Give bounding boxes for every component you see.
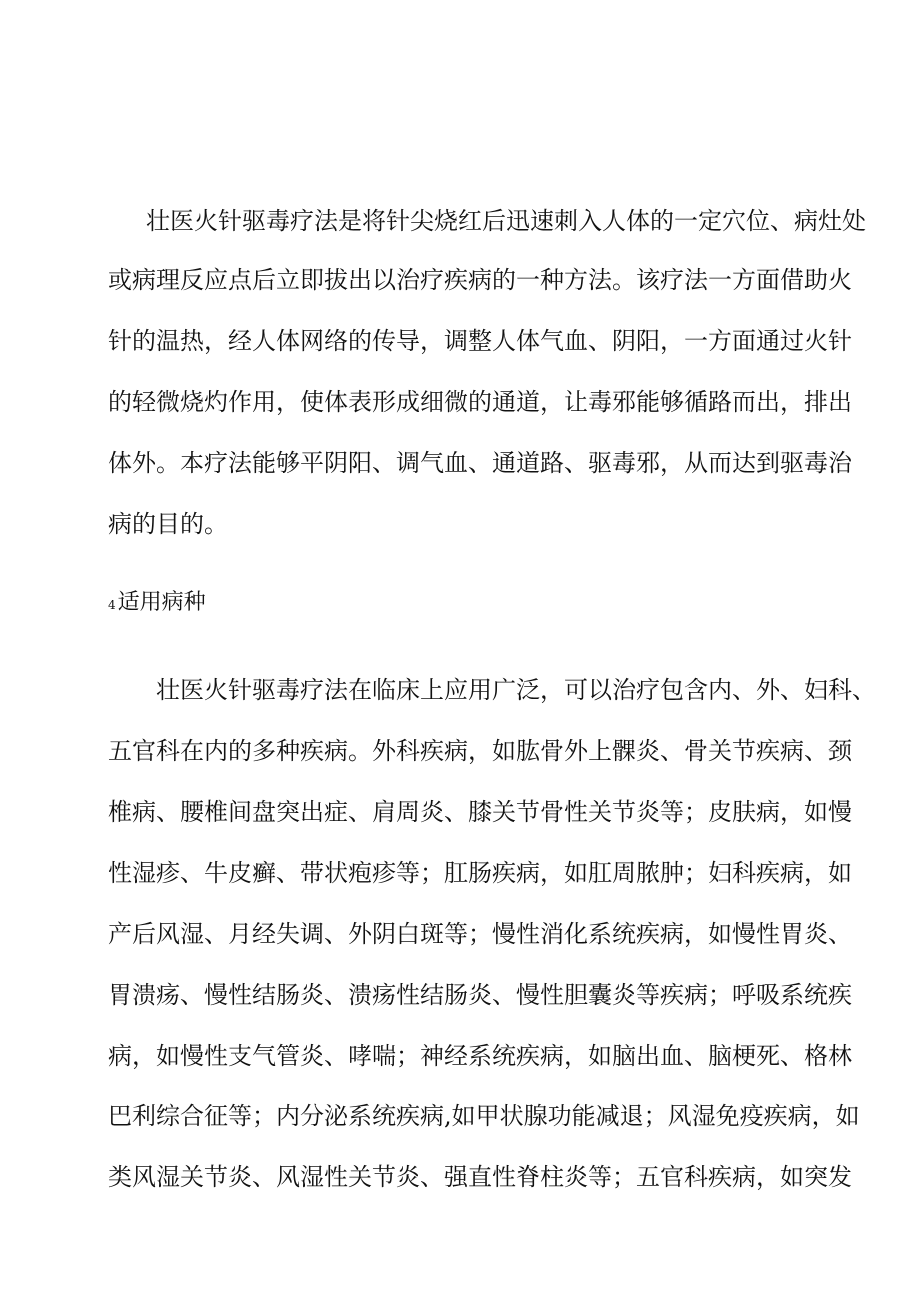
paragraph-line: 壮医火针驱毒疗法在临床上应用广泛，可以治疗包含内、外、妇科、 bbox=[156, 676, 876, 704]
paragraph-line: 的轻微烧灼作用，使体表形成细微的通道，让毒邪能够循路而出，排出 bbox=[108, 388, 852, 416]
paragraph-line: 胃溃疡、慢性结肠炎、溃疡性结肠炎、慢性胆囊炎等疾病；呼吸系统疾 bbox=[108, 981, 852, 1009]
paragraph-line: 体外。本疗法能够平阴阳、调气血、通道路、驱毒邪，从而达到驱毒治 bbox=[108, 449, 852, 477]
paragraph-line: 产后风湿、月经失调、外阴白斑等；慢性消化系统疾病，如慢性胃炎、 bbox=[108, 920, 852, 948]
section-number: 4 bbox=[108, 598, 116, 612]
paragraph-line: 类风湿关节炎、风湿性关节炎、强直性脊柱炎等；五官科疾病，如突发 bbox=[108, 1163, 852, 1191]
paragraph-line: 壮医火针驱毒疗法是将针尖烧红后迅速刺入人体的一定穴位、病灶处 bbox=[146, 207, 866, 235]
paragraph-line: 五官科在内的多种疾病。外科疾病，如肱骨外上髁炎、骨关节疾病、颈 bbox=[108, 737, 852, 765]
paragraph-line: 或病理反应点后立即拔出以治疗疾病的一种方法。该疗法一方面借助火 bbox=[108, 266, 852, 294]
paragraph-line: 病的目的。 bbox=[108, 510, 228, 538]
paragraph-line: 巴利综合征等；内分泌系统疾病,如甲状腺功能减退；风湿免疫疾病，如 bbox=[108, 1102, 860, 1130]
paragraph-line: 椎病、腰椎间盘突出症、肩周炎、膝关节骨性关节炎等；皮肤病，如慢 bbox=[108, 798, 852, 826]
paragraph-line: 病，如慢性支气管炎、哮喘；神经系统疾病，如脑出血、脑梗死、格林 bbox=[108, 1042, 852, 1070]
section-title: 适用病种 bbox=[117, 590, 206, 615]
section-heading bbox=[108, 588, 206, 620]
paragraph-line: 针的温热，经人体网络的传导，调整人体气血、阴阳，一方面通过火针 bbox=[108, 327, 852, 355]
paragraph-line: 性湿疹、牛皮癣、带状疱疹等；肛肠疾病，如肛周脓肿；妇科疾病，如 bbox=[108, 859, 852, 887]
